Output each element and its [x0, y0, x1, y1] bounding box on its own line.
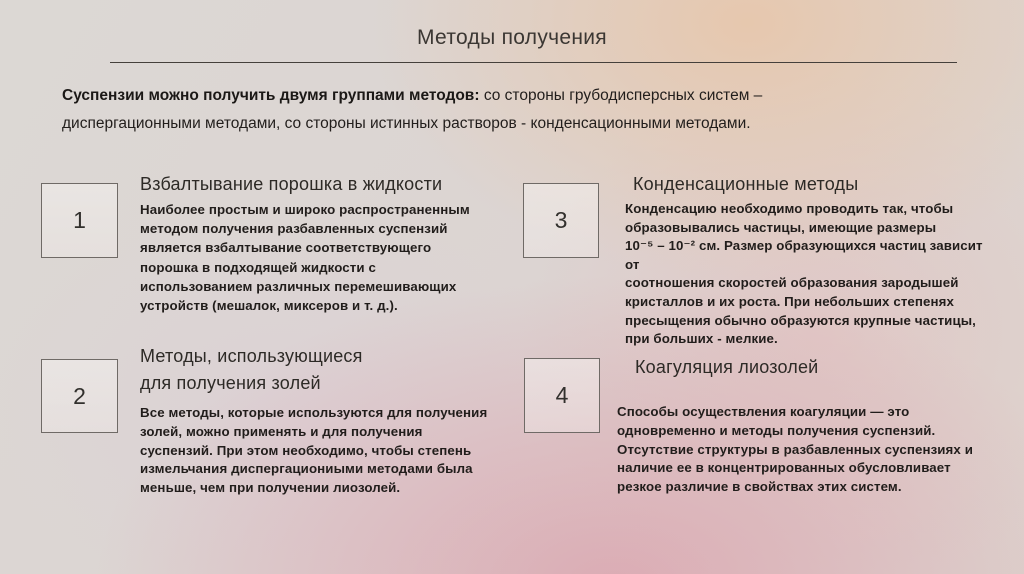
- section-heading-3: [633, 171, 858, 198]
- body-line: одновременно и методы получения суспензий.: [617, 422, 936, 438]
- body-line: Отсутствие структуры в разбавленных суспензиях и: [617, 441, 973, 457]
- number-box-1: [41, 183, 118, 258]
- intro-line-1: [62, 82, 972, 110]
- body-line: кристаллов и их роста. При небольших степенях: [625, 293, 955, 309]
- heading-line: Методы, использующиеся: [140, 346, 363, 366]
- section-body-2: [140, 404, 520, 498]
- section-number: 4: [555, 382, 569, 408]
- section-number: 2: [73, 382, 86, 409]
- body-line: соотношения скоростей образования зародышей: [625, 275, 959, 291]
- body-line: пресыщения обычно образуются крупные частицы,: [625, 312, 976, 328]
- section-heading-2: [140, 343, 363, 398]
- body-line: Способы осуществления коагуляции — это: [617, 404, 910, 419]
- section-body-3: [625, 200, 1000, 349]
- body-line: золей, можно применять и для получения: [140, 423, 423, 439]
- body-line: методом получения разбавленных суспензий: [140, 221, 448, 237]
- body-line: порошка в подходящей жидкости с: [140, 259, 376, 275]
- body-line: Конденсацию необходимо проводить так, чтобы: [625, 201, 954, 216]
- body-line: устройств (мешалок, миксеров и т. д.).: [140, 298, 398, 314]
- number-box-4: [524, 358, 600, 433]
- intro-line1-rest: со стороны грубодисперсных систем –: [479, 87, 763, 104]
- section-body-4: [617, 403, 1002, 497]
- body-line: 10⁻⁵ – 10⁻² см. Размер образующихся частиц зависит от: [625, 238, 983, 272]
- heading-line: Взбалтывание порошка в жидкости: [140, 174, 443, 194]
- body-line: Наиболее простым и широко распространенным: [140, 202, 470, 217]
- body-line: при больших - мелкие.: [625, 331, 778, 347]
- intro-paragraph: [62, 82, 972, 137]
- body-line: использованием различных перемешивающих: [140, 278, 457, 294]
- heading-line: Коагуляция лиозолей: [635, 357, 819, 377]
- title-underline: [110, 62, 957, 63]
- section-number: 1: [73, 207, 86, 233]
- intro-line-2: диспергационными методами, со стороны истинных растворов - конденсационными методами.: [62, 114, 751, 132]
- body-line: является взбалтывание соответствующего: [140, 240, 432, 256]
- number-box-3: [523, 183, 599, 258]
- heading-line: Конденсационные методы: [633, 174, 859, 194]
- slide-title: Методы получения: [417, 26, 607, 49]
- body-line: наличие ее в концентрированных обусловливает: [617, 460, 951, 476]
- body-line: суспензий. При этом необходимо, чтобы степень: [140, 442, 472, 458]
- section-body-1: [140, 200, 485, 315]
- body-line: образовывались частицы, имеющие размеры: [625, 219, 937, 235]
- section-heading-4: [635, 354, 818, 381]
- section-number: 3: [554, 207, 568, 233]
- number-box-2: [41, 359, 118, 433]
- body-line: измельчания диспергациониыми методами была: [140, 461, 473, 477]
- heading-line: для получения золей: [140, 373, 321, 394]
- body-line: Все методы, которые используются для получения: [140, 405, 488, 420]
- section-heading-1: [140, 171, 442, 198]
- body-line: меньше, чем при получении лиозолей.: [140, 480, 401, 496]
- intro-lead: Суспензии можно получить двумя группами методов:: [62, 87, 480, 104]
- body-line: резкое различие в свойствах этих систем.: [617, 479, 902, 495]
